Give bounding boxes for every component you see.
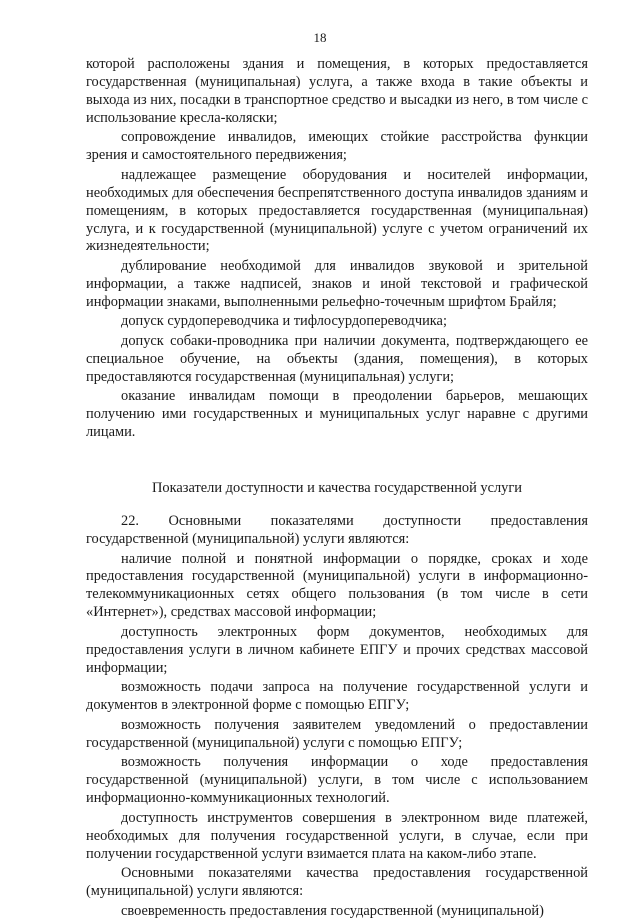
paragraph: возможность получения заявителем уведомлений о предоставлении государственной (муниципальной) услуги с помощью ЕПГУ; [86, 716, 588, 751]
paragraph: возможность подачи запроса на получение государственной услуги и документов в электронной форме с помощью ЕПГУ; [86, 679, 588, 714]
paragraphs-top [86, 56, 588, 442]
paragraph: дублирование необходимой для инвалидов звуковой и зрительной информации, а также надписей, знаков и иной текстовой и графической информации знаками, выполненными рельефно-точечным шрифтом Брайля; [86, 258, 588, 310]
document-body [86, 56, 588, 921]
paragraph: надлежащее размещение оборудования и носителей информации, необходимых для обеспечения беспрепятственного доступа инвалидов зданиям и помещениям, в которых предоставляется государственная (муниципальная) услуга, и к государственной (муниципальной) услуге с учетом ограничений их жизнедеятельности; [86, 166, 588, 255]
paragraph: 22. Основными показателями доступности предоставления государственной (муниципальной) услуги являются: [86, 513, 588, 547]
paragraph: возможность получения информации о ходе предоставления государственной (муниципальной) услуги, в том числе с использованием информационно-коммуникационных технологий. [86, 754, 588, 807]
paragraph: наличие полной и понятной информации о порядке, сроках и ходе предоставления государственной (муниципальной) услуги в информационно-телекоммуникационных сетях общего пользования (в том числе в сети «Интернет»), средствах массовой информации; [86, 550, 588, 621]
section-heading: Показатели доступности и качества государственной услуги [152, 480, 522, 497]
paragraph: допуск сурдопереводчика и тифлосурдопереводчика; [121, 313, 447, 330]
page-number: 18 [313, 30, 327, 45]
paragraph: своевременность предоставления государственной (муниципальной) [121, 902, 544, 919]
paragraph: доступность электронных форм документов, необходимых для предоставления услуги в личном кабинете ЕПГУ и прочих средствах массовой информации; [86, 623, 588, 676]
paragraph: которой расположены здания и помещения, в которых предоставляется государственная (муниципальная) услуга, а также входа в такие объекты и выхода из них, посадки в транспортное средство и высадки из него, в том числе с использование кресла-коляски; [86, 56, 588, 126]
paragraph: доступность инструментов совершения в электронном виде платежей, необходимых для получения государственной услуги, в случае, если при получении государственной услуги взимается плата на каком-либо этапе. [86, 809, 588, 862]
paragraph: допуск собаки-проводника при наличии документа, подтверждающего ее специальное обучение, на объекты (здания, помещения), в которых предоставляются государственная (муниципальная) услуги; [86, 333, 588, 385]
paragraph: Основными показателями качества предоставления государственной (муниципальной) услуги являются: [86, 865, 588, 899]
paragraph: оказание инвалидам помощи в преодолении барьеров, мешающих получению ими государственных и муниципальных услуг наравне с другими лицами. [86, 388, 588, 441]
paragraphs-bottom [86, 513, 588, 920]
paragraph: сопровождение инвалидов, имеющих стойкие расстройства функции зрения и самостоятельного передвижения; [86, 129, 588, 164]
